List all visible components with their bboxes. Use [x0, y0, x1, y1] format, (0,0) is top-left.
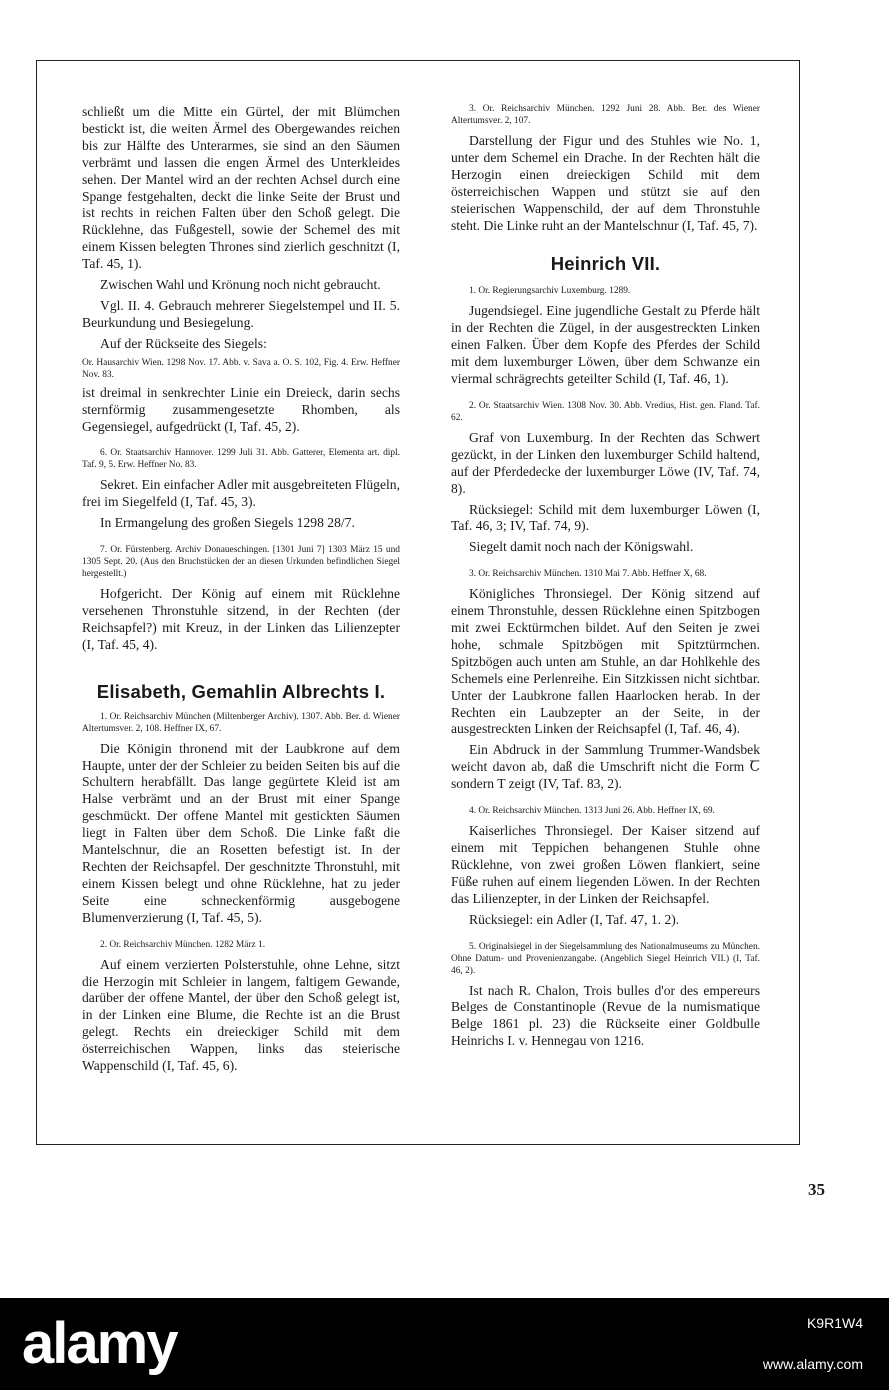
paragraph: In Ermangelung des großen Siegels 1298 28/7. — [100, 515, 355, 531]
paragraph: Kaiserliches Thronsiegel. Der Kaiser sitzend auf einem mit Teppichen behangenen Stuhle ohne Rücklehne, von zwei großen Löwen flankiert, seine Füße ruhen auf einem liegenden Löwen. In der Rechten das Lilienzepter, in der Linken der Reichsapfel. — [451, 823, 760, 906]
paragraph: Auf einem verzierten Polsterstuhle, ohne Lehne, sitzt die Herzogin mit Schleier in langem, faltigem Gewande, darüber der offene Mantel, der über den Schoß gelegt ist, in der Linken eine Blume, die Rechte ist an die Brust gelegt. Rechts ein dreieckiger Schild mit dem österreichischen Wappen, links das steierische Wappenschild (I, Taf. 45, 6). — [82, 956, 400, 1074]
page-frame — [36, 60, 800, 1145]
paragraph: Siegelt damit noch nach der Königswahl. — [469, 539, 694, 555]
source-reference: Or. Hausarchiv Wien. 1298 Nov. 17. Abb. v. Sava a. O. S. 102, Fig. 4. Erw. Heffner Nov. 83. — [82, 357, 400, 380]
source-reference: 1. Or. Regierungsarchiv Luxemburg. 1289. — [469, 286, 631, 297]
source-reference: 1. Or. Reichsarchiv München (Miltenberger Archiv). 1307. Abb. Ber. d. Wiener Altertumsver. 2, 108. Heffner IX, 67. — [82, 711, 400, 734]
paragraph: Zwischen Wahl und Krönung noch nicht gebraucht. — [100, 277, 381, 293]
paragraph: ist dreimal in senkrechter Linie ein Dreieck, darin sechs sternförmig zusammengesetzte Rhomben, als Gegensiegel, aufgedrückt (I, Taf. 45, 2). — [82, 384, 400, 434]
source-reference: 7. Or. Fürstenberg. Archiv Donaueschingen. [1301 Juni 7] 1303 März 15 und 1305 Sept. 20. (Aus den Bruchstücken der an diesen Urkunden befindlichen Siegel hergestellt.) — [82, 545, 400, 580]
watermark-logo: alamy — [22, 1311, 177, 1376]
source-reference: 3. Or. Reichsarchiv München. 1292 Juni 28. Abb. Ber. des Wiener Altertumsver. 2, 107. — [451, 104, 760, 126]
page-number: 35 — [808, 1180, 825, 1199]
watermark-image-id: K9R1W4 — [806, 1315, 863, 1331]
paragraph: Rücksiegel: ein Adler (I, Taf. 47, 1. 2). — [469, 911, 680, 927]
right-column — [451, 103, 760, 1054]
paragraph: Königliches Thronsiegel. Der König sitzend auf einem Thronstuhle, dessen Rücklehne einen Spitzbogen mit zwei Ecktürmchen bildet. Auf den Seiten je zwei hohe, schmale Spitzbögen mit Spitztürmchen. Spitzbögen auch unten am Stuhle, an dar Hohlkehle des Schemels eine Perlenreihe. Ein Sitzkissen nicht sichtbar. Unter der Laubkrone fallen Haarlocken herab. In der Rechten ein Laubzepter an der Seite, in der ausgestreckten Linken der Reichsapfel (I, Taf. 46, 4). — [451, 586, 760, 737]
paragraph: Ist nach R. Chalon, Trois bulles d'or des empereurs Belges de Constantinople (Revue de la numismatique Belge 1861 pl. 23) die Rückseite einer Goldbulle Heinrichs I. v. Hennegau von 1216. — [451, 982, 760, 1049]
source-reference: 5. Originalsiegel in der Siegelsammlung des Nationalmuseums zu München. Ohne Datum- und Provenienzangabe. (Angeblich Siegel Heinrich VII.) (I, Taf. 46, 2). — [451, 941, 760, 976]
paragraph: Sekret. Ein einfacher Adler mit ausgebreiteten Flügeln, frei im Siegelfeld (I, Taf. 45, 3). — [82, 477, 400, 510]
paragraph: Ein Abdruck in der Sammlung Trummer-Wandsbek weicht davon ab, daß die Umschrift nicht die Form Ꞇ sondern T zeigt (IV, Taf. 83, 2). — [451, 742, 760, 792]
source-reference: 2. Or. Staatsarchiv Wien. 1308 Nov. 30. Abb. Vredius, Hist. gen. Fland. Taf. 62. — [451, 400, 760, 423]
paragraph: Die Königin thronend mit der Laubkrone auf dem Haupte, unter der der Schleier zu beiden Seiten bis auf die Schultern herabfällt. Das lange gegürtete Kleid ist am Halse verbrämt und an der Brust mit einer Spange geschmückt. Der offene Mantel mit gestickten Säumen liegt in Falten über dem Schoß. Die Linke faßt die Mantelschnur, die an Rosetten befestigt ist. In der Rechten der Reichsapfel. Der geschnitzte Thronstuhl, mit einem Kissen belegt und ohne Rücklehne, hat zu jeder Seite eine schneckenförmig ausgebogene Blumenverzierung (I, Taf. 45, 5). — [82, 740, 400, 925]
paragraph: Graf von Luxemburg. In der Rechten das Schwert gezückt, in der Linken den luxemburger Schild haltend, auf der Pferdedecke der luxemburger Löwe (IV, Taf. 74, 8). — [451, 429, 760, 496]
source-reference: 4. Or. Reichsarchiv München. 1313 Juni 26. Abb. Heffner IX, 69. — [469, 806, 715, 817]
source-reference: 3. Or. Reichsarchiv München. 1310 Mai 7. Abb. Heffner X, 68. — [469, 569, 707, 580]
paragraph: Vgl. II. 4. Gebrauch mehrerer Siegelstempel und II. 5. Beurkundung und Besiegelung. — [82, 297, 400, 330]
section-heading: Elisabeth, Gemahlin Albrechts I. — [96, 680, 386, 702]
paragraph: schließt um die Mitte ein Gürtel, der mit Blümchen bestickt ist, die weiten Ärmel des Obergewandes reichen bis zur Hälfte des Unterarmes, sie sind an den Säumen verbrämt und lassen die engen Ärmel des Unterkleides sehen. Der Mantel wird an der rechten Achsel durch eine Spange festgehalten, deckt die linke Seite der Brust und ist rechts in reichen Falten über den Schoß gelegt. Die Rücklehne, das Fußgestell, sowie der Schemel des mit einem Kissen belegten Thrones sind zierlich geschnitzt (I, Taf. 45, 1). — [82, 104, 400, 272]
watermark-url: www.alamy.com — [762, 1356, 863, 1372]
paragraph: Auf der Rückseite des Siegels: — [100, 335, 267, 351]
paragraph: Darstellung der Figur und des Stuhles wie No. 1, unter dem Schemel ein Drache. In der Rechten hält die Herzogin einen dreieckigen Schild mit dem österreichischen Wappen und stützt sie auf den steierischen Wappenschild, der auf dem Thronstuhle steht. Die Linke ruht an der Mantelschnur (I, Taf. 45, 7). — [451, 133, 760, 233]
paragraph: Rücksiegel: Schild mit dem luxemburger Löwen (I, Taf. 46, 3; IV, Taf. 74, 9). — [451, 501, 760, 534]
source-reference: 6. Or. Staatsarchiv Hannover. 1299 Juli 31. Abb. Gatterer, Elementa art. dipl. Taf. 9, 5. Erw. Heffner No. 83. — [82, 448, 400, 471]
left-column — [82, 104, 400, 1079]
paragraph: Hofgericht. Der König auf einem mit Rücklehne versehenen Thronstuhle sitzend, in der Rechten (der Reichsapfel?) mit Kreuz, in der Linken das Lilienzepter (I, Taf. 45, 4). — [82, 586, 400, 652]
paragraph: Jugendsiegel. Eine jugendliche Gestalt zu Pferde hält in der Rechten die Zügel, in der ausgestreckten Linken einen Falken. Über dem Kopfe des Pferdes der Schild mit dem luxemburger Löwen, über dem Schwanze ein viermal schrägrechts geteilter Schild (I, Taf. 46, 1). — [451, 303, 760, 386]
section-heading: Heinrich VII. — [550, 253, 661, 275]
source-reference: 2. Or. Reichsarchiv München. 1282 März 1. — [100, 939, 266, 950]
